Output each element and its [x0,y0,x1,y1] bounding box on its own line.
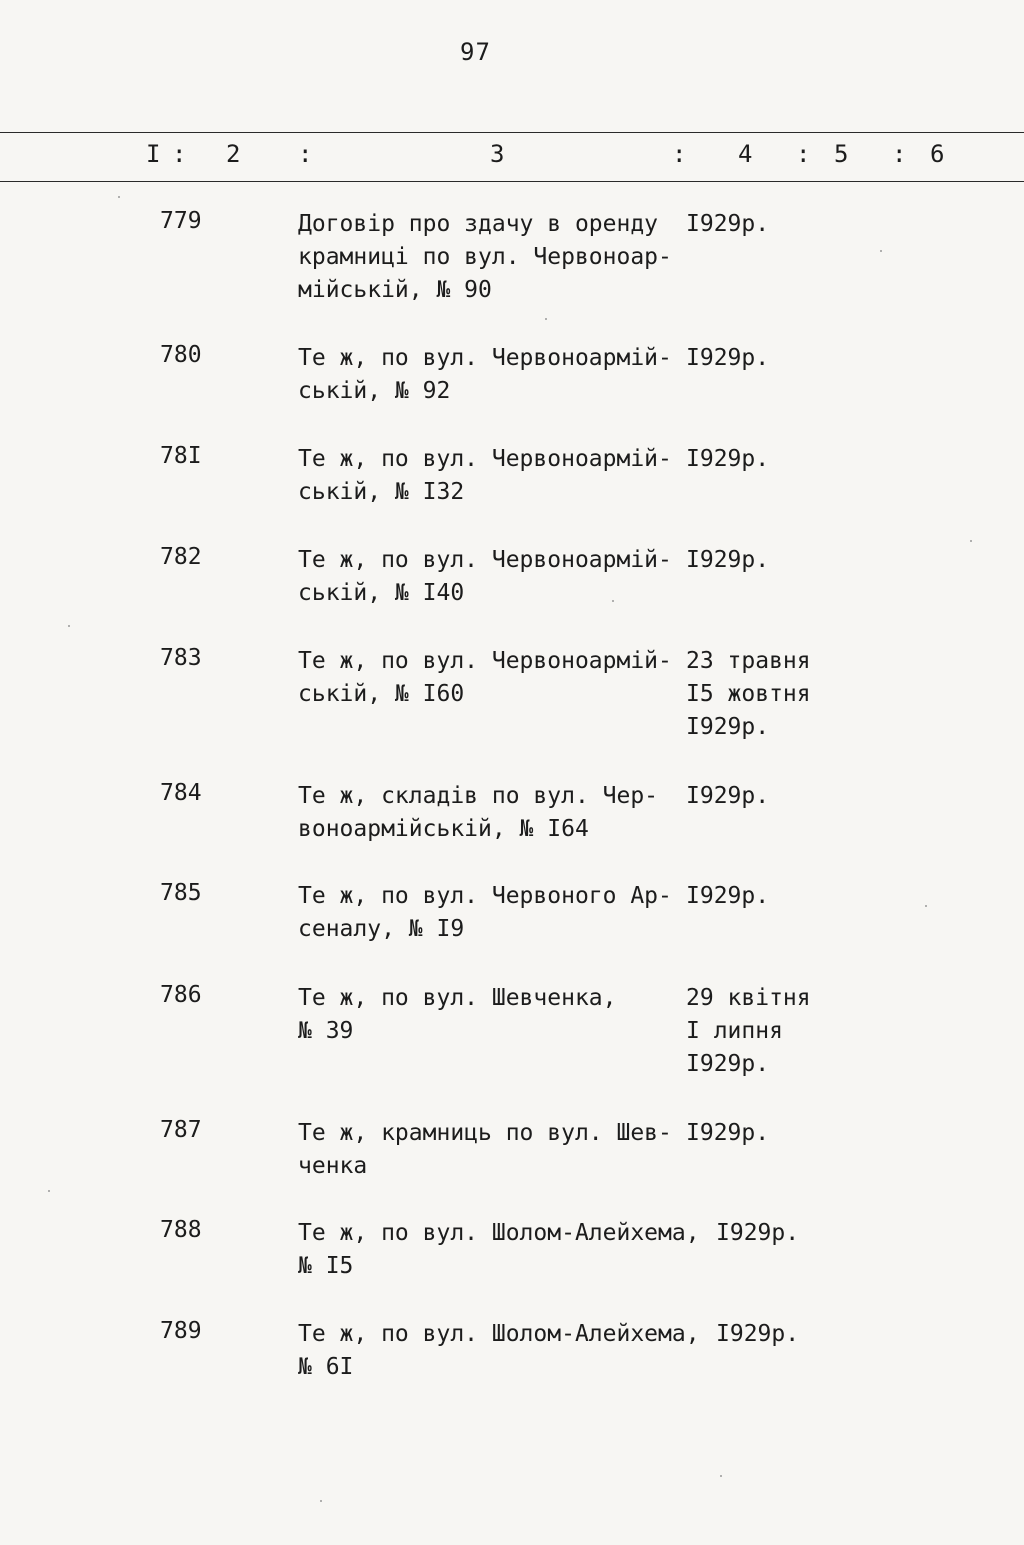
column-header-2: 2 [226,140,241,168]
row-number: 789 [160,1318,202,1344]
row-description: Те ж, по вул. Шолом-Алейхема, № I5 [298,1220,700,1279]
row-date: I929р. [686,783,770,809]
row-date: 29 квітня I липня I929р. [686,985,811,1077]
page-number: 97 [460,38,491,66]
row-date: 23 травня I5 жовтня I929р. [686,648,811,740]
row-description: Те ж, по вул. Червоного Ар- сеналу, № I9 [298,883,672,942]
scan-speck [118,196,120,198]
row-number: 782 [160,544,202,570]
column-separator: : [796,140,811,168]
row-description: Те ж, по вул. Червоноармій- ській, № I40 [298,547,672,606]
row-date: I929р. [716,1321,800,1347]
row-description: Те ж, по вул. Червоноармій- ській, № I32 [298,446,672,505]
header-rule-top [0,132,1024,133]
row-number: 788 [160,1217,202,1243]
row-date: I929р. [686,547,770,573]
row-number: 786 [160,982,202,1008]
row-number: 787 [160,1117,202,1143]
scan-speck [925,905,927,907]
row-number: 78I [160,443,202,469]
scan-speck [612,600,614,602]
row-description: Те ж, по вул. Шевченка, № 39 [298,985,617,1044]
column-header-6: 6 [930,140,945,168]
row-date: I929р. [686,883,770,909]
column-header-1: I [146,140,161,168]
column-separator: : [672,140,687,168]
scan-speck [68,625,70,627]
row-description: Те ж, по вул. Червоноармій- ській, № 92 [298,345,672,404]
scan-speck [320,1500,322,1502]
column-header-3: 3 [490,140,505,168]
row-number: 780 [160,342,202,368]
scan-speck [720,1475,722,1477]
scan-speck [48,1190,50,1192]
column-header-4: 4 [738,140,753,168]
row-description: Те ж, по вул. Червоноармій- ській, № I60 [298,648,672,707]
row-date: I929р. [716,1220,800,1246]
column-header-5: 5 [834,140,849,168]
row-number: 779 [160,208,202,234]
row-date: I929р. [686,211,770,237]
column-separator: : [298,140,313,168]
column-separator: : [172,140,187,168]
scan-speck [880,250,882,252]
row-date: I929р. [686,446,770,472]
header-rule-bottom [0,181,1024,182]
row-date: I929р. [686,345,770,371]
row-number: 784 [160,780,202,806]
scan-speck [970,540,972,542]
row-number: 785 [160,880,202,906]
row-description: Те ж, крамниць по вул. Шев- ченка [298,1120,672,1179]
column-separator: : [892,140,907,168]
scan-speck [545,318,547,320]
row-description: Те ж, складів по вул. Чер- воноармійській, № I64 [298,783,659,842]
row-date: I929р. [686,1120,770,1146]
row-number: 783 [160,645,202,671]
row-description: Договір про здачу в оренду крамниці по вул. Червоноар- мійській, № 90 [298,211,672,303]
row-description: Те ж, по вул. Шолом-Алейхема, № 6I [298,1321,700,1380]
